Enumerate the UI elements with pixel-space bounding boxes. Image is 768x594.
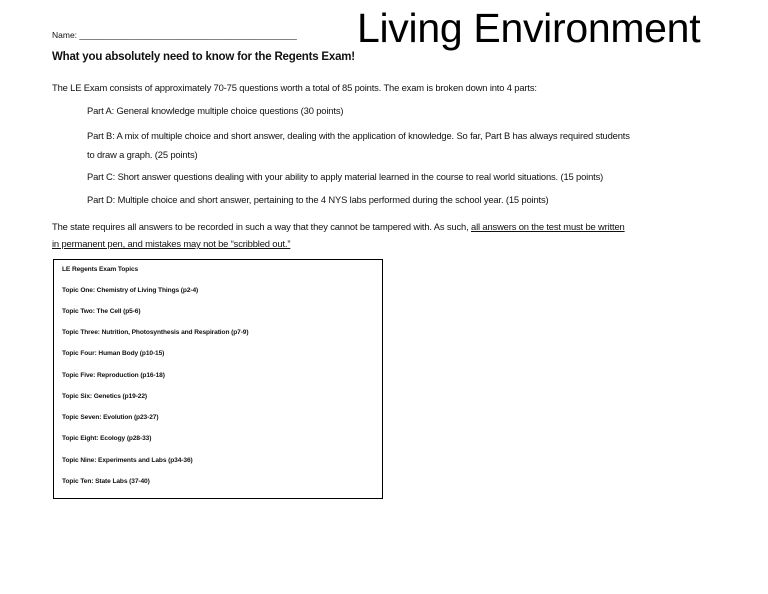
state-requirement-text bbox=[52, 221, 625, 232]
topic-item: Topic Three: Nutrition, Photosynthesis and Respiration (p7-9) bbox=[62, 329, 249, 336]
state-plain: The state requires all answers to be recorded in such a way that they cannot be tampered with. As such, bbox=[52, 221, 472, 232]
topic-item: Topic Ten: State Labs (37-40) bbox=[62, 478, 150, 485]
part-b-text: Part B: A mix of multiple choice and short answer, dealing with the application of knowledge. So far, Part B has always required students bbox=[87, 130, 630, 141]
topic-item: Topic Seven: Evolution (p23-27) bbox=[62, 414, 159, 421]
topic-item: Topic One: Chemistry of Living Things (p2-4) bbox=[62, 287, 199, 294]
part-a-text: Part A: General knowledge multiple choice questions (30 points) bbox=[87, 105, 344, 116]
topic-item: Topic Six: Genetics (p19-22) bbox=[62, 393, 148, 400]
topics-box-title: LE Regents Exam Topics bbox=[62, 266, 139, 273]
part-c-text: Part C: Short answer questions dealing with your ability to apply material learned in the course to real world situations. (15 points) bbox=[87, 171, 604, 182]
name-field-label: Name: ______________________________________________ bbox=[52, 30, 297, 40]
topic-item: Topic Four: Human Body (p10-15) bbox=[62, 350, 165, 357]
intro-paragraph: The LE Exam consists of approximately 70-75 questions worth a total of 85 points. The exam is broken down into 4 parts: bbox=[52, 82, 537, 93]
topics-box bbox=[53, 259, 383, 499]
topic-item: Topic Five: Reproduction (p16-18) bbox=[62, 372, 165, 379]
part-b-text-cont: to draw a graph. (25 points) bbox=[87, 149, 198, 160]
state-underlined-cont: in permanent pen, and mistakes may not be “scribbled out.” bbox=[52, 238, 291, 249]
topic-item: Topic Two: The Cell (p5-6) bbox=[62, 308, 141, 315]
topic-item: Topic Nine: Experiments and Labs (p34-36) bbox=[62, 457, 193, 464]
section-heading: What you absolutely need to know for the Regents Exam! bbox=[52, 51, 355, 63]
state-underlined: all answers on the test must be written bbox=[471, 221, 625, 232]
part-d-text: Part D: Multiple choice and short answer, pertaining to the 4 NYS labs performed during the school year. (15 points) bbox=[87, 194, 549, 205]
topic-item: Topic Eight: Ecology (p28-33) bbox=[62, 435, 152, 442]
page-title: Living Environment bbox=[357, 5, 701, 51]
